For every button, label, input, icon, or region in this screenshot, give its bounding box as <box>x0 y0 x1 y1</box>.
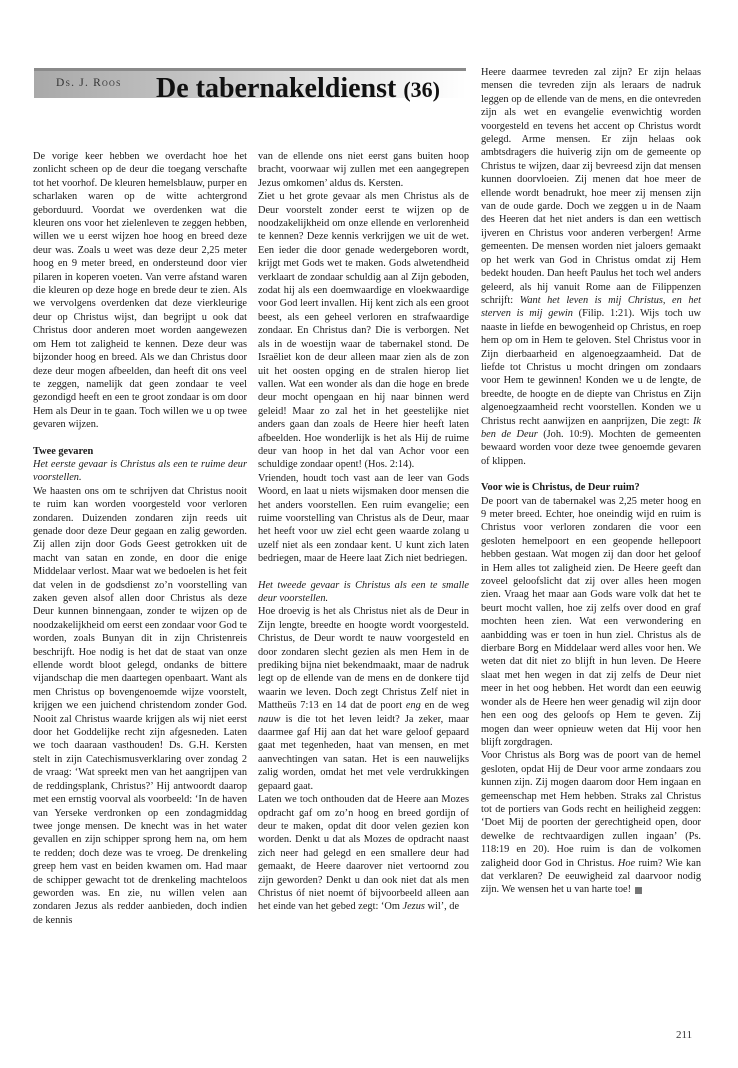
body-paragraph: Vrienden, houdt toch vast aan de leer van Gods Woord, en laat u niets wijsmaken door mensen die het anders voorstellen. Een ruim evangelie; een ruime voorstelling van Christus als de Deur, maar het heeft voor uw ziel echt geen waarde zolang u uzelf niet als een zondaar kent. U kunt zich laten bedriegen, maar de Heere laat Zich niet bedriegen. <box>258 472 469 565</box>
emphasis-text: Hoe <box>617 857 636 869</box>
body-paragraph <box>258 605 469 793</box>
text-run: Voor Christus als Borg was de poort van de hemel gesloten, opdat Hij de Deur voor arme zondaars zou kunnen zijn. Zij mogen daarom door Hem ingaan en gemeenschap met Hem hebben. Straks zal Christus tot de portiers van Gods recht en heiligheid zeggen: ‘Doet Mij de poorten der gerechtigheid open, door dewelke de rechtvaardigen zullen ingaan’ (Ps. 118:19 en 20). Hoe ruim is dan de volkomen zaligheid door God in Christus. <box>481 750 701 869</box>
emphasis-text: nauw <box>258 713 281 725</box>
text-run: Laten we toch onthouden dat de Heere aan Mozes opdracht gaf om zo’n hoog en breed gordijn of deur te maken, opdat dit door velen gezien kon worden. Denkt u dat als Mozes de opdracht naast zich neer had gelegd en een smallere deur had gemaakt, de Heere daarover niet vertoornd zou zijn geworden? Denkt u dan ook niet dat als men Christus óf niet noemt óf bijvoorbeeld alleen aan het einde van het gebed zegt: ‘Om <box>258 794 469 913</box>
text-run: wil’, de <box>424 901 460 913</box>
body-paragraph: Ziet u het grote gevaar als men Christus als de Deur voorstelt zonder eerst te wijzen op de noodzakelijkheid om onze ellende en verlorenheid te kennen? Deze kennis verkrijgen we uit de wet. Een ieder die door genade wedergeboren wordt, krijgt met Gods wet te maken. Gods alwetendheid verklaart de zondaar schuldig aan al Zijn geboden, zodat hij als een doemwaardige en vloekwaardige voor God leert invallen. Hij kent zich als een groot beest, als een geheel verloren en strafwaardige zondaar. En Christus dan? Die is verborgen. Net als in de woestijn waar de tabernakel stond. De Israëliet kon de deur alleen maar zien als de zon uit het oosten opging en de stralen hierop liet vallen. Wat een wonder als dan die hoge en brede deur mocht opengaan en hij naar binnen werd geleid! Maar zo zal het in het geestelijke niet anders gaan dan zoals de Heere hier heeft laten afbeelden. Hoe wonderlijk is het als Hij de ruime deur van hoop in het dal van Achor voor een schuldige zondaar opent! (Hos. 2:14). <box>258 191 469 471</box>
text-run: en de weg <box>420 700 469 712</box>
column-2 <box>258 150 469 914</box>
column-3 <box>481 66 701 897</box>
header-rule <box>34 68 466 71</box>
text-run: (Joh. 10:9). Mochten de gemeenten bewaard worden voor deze twee genoemde gevaren of klippen. <box>481 428 701 467</box>
page-number: 211 <box>676 1029 693 1041</box>
text-run: Hoe droevig is het als Christus niet als de Deur in Zijn lengte, breedte en hoogte wordt voorgesteld. Christus, de Deur wordt te nauw voorgesteld en door zondaren slecht gezien als men Hem in de prediking bijna niet bekendmaakt, maar de nadruk legt op de ellende van de mens en de donkere tijd waarin we leven. Doch zegt Christus Zelf niet in Mattheüs 7:13 en 14 dat de poort <box>258 606 469 712</box>
section-heading-twee-gevaren: Twee gevaren <box>33 445 94 457</box>
author-name: Ds. J. Roos <box>56 77 122 89</box>
body-paragraph <box>258 793 469 914</box>
section-subheading-tweede-gevaar: Het tweede gevaar is Christus als een te smalle deur voorstellen. <box>258 579 469 604</box>
emphasis-text: eng <box>405 700 421 712</box>
text-run: (Filip. 1:21). Wijs toch uw naaste in liefde en bewogenheid op Christus, en roep hem op om in Hem te geloven. Stel Christus voor in Zijn dierbaarheid en algenoegzaamheid. Dat de liefde tot Christus u mocht dringen om zondaars voor Hem te gewinnen! Konden we u de lengte, de breedte, de hoogte en de diepte van Christus en Zijn algenoegzaamheid recht voorstellen. Konden we u Christus recht aanwijzen en aanprijzen, Die zegt: <box>481 308 702 427</box>
end-of-article-square-icon <box>635 887 642 894</box>
body-paragraph: We haasten ons om te schrijven dat Christus nooit te ruim kan worden voorgesteld voor verloren zondaren. Duizenden zondaren zijn reeds uit genade door deze Deur gegaan en zalig geworden. Zij allen zijn door Gods Geest getrokken uit de macht van satan en zonde, en door die enige Middelaar verlost. Maar wat we bedoelen is het feit dat velen in de godsdienst zo’n voorstelling van zaken geven alsof allen door Christus als deze Deur kunnen binnengaan, zonder te wijzen op de noodzakelijkheid om eerst een zondaar voor God te worden, zoals Bunyan dit in zijn Christenreis beschrijft. Hoe nodig is het dat de staat van onze ellende wordt bloot gelegd, ondanks de bittere vijandschap die men daartegen openbaart. Want als men Christus op bovengenoemde wijze voorstelt, krijgen we een juichend christendom zonder God. Nooit zal Christus waarde krijgen als wij niet eerst door het Goddelijke recht zijn afgesneden. Laten we toch daaraan vasthouden! Ds. G.H. Kersten stelt in zijn Catechismusverklaring over zondag 2 de vraag: ‘Wat spreekt men van het aangrijpen van de reddingsplank, Christus?’ Hij antwoordt daarop met een ernstig voorval als voorbeeld: ‘In de haven van Yerseke verdronken op een zondagmiddag twee jonge mensen. De knecht was in het water gevallen en zijn schipper sprong hem na, om hem te redden; doch deze was te vroeg. De drenkeling greep hem vast en beiden kwamen om. Had maar de schipper gewacht tot de drenkeling machteloos geworden was. En zie, nu willen velen aan zondaren Jezus als redder aanbieden, doch indien de kennis <box>33 485 247 926</box>
body-paragraph: van de ellende ons niet eerst gans buiten hoop bracht, voorwaar wij zullen met een aangegrepen Jezus omkomen’ aldus ds. Kersten. <box>258 151 469 189</box>
column-1 <box>33 150 247 927</box>
title-text: De tabernakeldienst <box>156 73 397 104</box>
body-paragraph <box>481 66 701 468</box>
intro-paragraph: De vorige keer hebben we overdacht hoe het zonlicht scheen op de deur die toegang verschafte tot het voorhof. De kleuren hemelsblauw, purper en scharlaken waren op de witte achtergrond geborduurd. Voordat we overdenken wat die kleuren ons voor het zielenleven te zeggen hebben, willen we u eerst wijzen hoe hoog en breed deze deur was. Zoals u weet was deze deur 2,25 meter hoog en 9 meter breed, en ondersteund door vier pilaren in koperen voeten. Van verre afstand waren die kleuren op deze hoge en brede deur te zien. Als we vervolgens overdenken dat deze vierkleurige deur op Christus wijst, dan begrijpt u ook dat Christus door anderen moet worden aangewezen om Hem tot zaligheid te kennen. Deze deur was bijzonder hoog en breed. Als we dan Christus door deze deur mogen afbeelden, dan heeft dit ons veel te zeggen, namelijk dat geen zondaar te veel gezondigd heeft en een te groot zondaar is om door Hem als Deur in te gaan. Toch willen we u op twee gevaren wijzen. <box>33 151 247 431</box>
text-run: Heere daarmee tevreden zal zijn? Er zijn helaas mensen die tevreden zijn als leraars de nadruk leggen op de ellende van de mens, en die ontevreden zijn als wet en evangelie evenwichtig worden voorgesteld en tevens het accent op Christus wordt gelegd. Arme mensen. Er zijn helaas ook ambtsdragers die huiverig zijn om de gemeente op Christus te wijzen, daar zij bevreesd zijn dat mensen kunnen doorvloeien. Zij menen dat hoe meer de ellende wordt benadrukt, hoe meer zij mensen zijn van de oude garde. Doch we zeggen u in de Naam des Heeren dat het niet anders is dan een wettisch ijveren en Christus voor anderen verbergen! Arme gemeenten. De mensen worden niet jaloers gemaakt op het werk van God in Christus omdat zij Hem bedekt houden. Dan heeft Paulus het toch wel anders geleerd, als hij vanuit Rome aan de Filippenzen schrijft: <box>481 67 701 306</box>
title-number: (36) <box>403 77 440 102</box>
text-run: is die tot het leven leidt? Ja zeker, maar daarmee gaf Hij aan dat het ware geloof gepaard gaat met tegenheden, haat van mensen, en met aanvechtingen van satan. Het is een nauwelijks zalig worden, omdat het met vele verdrukkingen gepaard gaat. <box>258 713 469 792</box>
article-title <box>156 74 440 105</box>
body-paragraph <box>481 749 701 896</box>
text-run: ruim? Wie kan dat verklaren? De eeuwigheid zal daarvoor nodig zijn. We wensen het u van harte toe! <box>481 857 701 896</box>
quote-text: Want het leven is mij Christus, en het sterven is mij gewin <box>481 294 701 320</box>
emphasis-text: Jezus <box>402 901 425 913</box>
section-heading-voor-wie: Voor wie is Christus, de Deur ruim? <box>481 482 640 494</box>
body-paragraph: De poort van de tabernakel was 2,25 meter hoog en 9 meter breed. Echter, hoe oneindig wijd en ruim is Christus voor verloren zondaren die voor een gesloten hemelpoort en een geopende hellepoort hebben gestaan. Wat mogen zij dan door het geloof in Hem alles tot zaligheid zien. De Heere geeft dan zoveel geloofslicht dat zij over alles heen mogen zien. Vraag het maar aan Gods ware volk dat het te beurt mocht vallen, hoe zij zelfs over dood en graf mochten heen zien. Wat een verwondering en aanbidding was er toen in hun ziel. Christus als de dierbare Borg en Middelaar werd alles voor hen. We weten dat dit niet zo blijft in hun leven. De Heere slaat met hen wegen in dat zij zelfs de Deur niet meer in het oog hebben. Het wordt dan een eeuwig wonder als de Heere hen weer genadig wil zijn door hen een oog des geloofs op Hem te geven. Zij mogen dan weer opnieuw weten dat Hij voor hen blijft zorgdragen. <box>481 495 701 748</box>
section-subheading-eerste-gevaar: Het eerste gevaar is Christus als een te ruime deur voorstellen. <box>33 458 247 484</box>
quote-text: Ik ben de Deur <box>481 415 701 440</box>
